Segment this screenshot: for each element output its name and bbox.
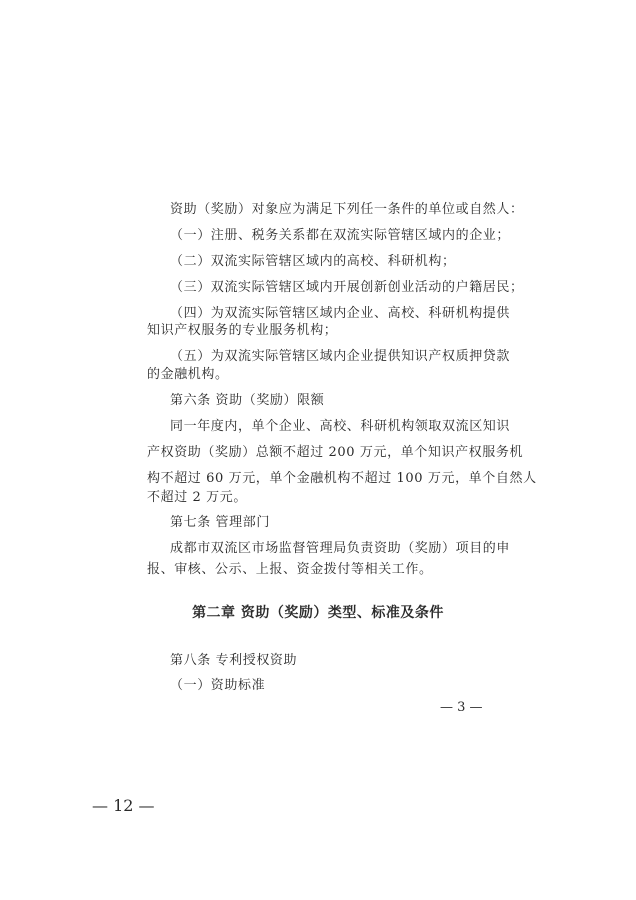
article-heading: 第六条 资助（奖励）限额 (170, 393, 325, 408)
text-line: （一）注册、税务关系都在双流实际管辖区域内的企业； (170, 228, 511, 243)
text-line: （一）资助标准 (170, 678, 266, 693)
text-line: （三）双流实际管辖区域内开展创新创业活动的户籍居民； (170, 280, 524, 295)
text-line: 不超过 2 万元。 (147, 490, 247, 505)
text-line: 构不超过 60 万元，单个金融机构不超过 100 万元，单个自然人 (147, 471, 537, 486)
text-line: （二）双流实际管辖区域内的高校、科研机构； (170, 254, 456, 269)
text-line: 产权资助（奖励）总额不超过 200 万元，单个知识产权服务机 (147, 445, 524, 460)
text-line: 资助（奖励）对象应为满足下列任一条件的单位或自然人： (170, 202, 524, 217)
article-heading: 第七条 管理部门 (170, 515, 270, 530)
text-line: 的金融机构。 (147, 367, 229, 382)
text-line: （五）为双流实际管辖区域内企业提供知识产权质押贷款 (170, 349, 511, 364)
text-line: 同一年度内，单个企业、高校、科研机构领取双流区知识 (170, 419, 511, 434)
outer-page-number: — 12 — (92, 796, 155, 815)
chapter-title: 第二章 资助（奖励）类型、标准及条件 (192, 605, 444, 621)
text-line: 成都市双流区市场监督管理局负责资助（奖励）项目的申 (170, 541, 511, 556)
article-heading: 第八条 专利授权资助 (170, 653, 298, 668)
text-line: 知识产权服务的专业服务机构； (147, 323, 338, 338)
text-line: （四）为双流实际管辖区域内企业、高校、科研机构提供 (170, 306, 511, 321)
inner-page-number: — 3 — (440, 700, 483, 715)
text-line: 报、审核、公示、上报、资金拨付等相关工作。 (147, 562, 433, 577)
